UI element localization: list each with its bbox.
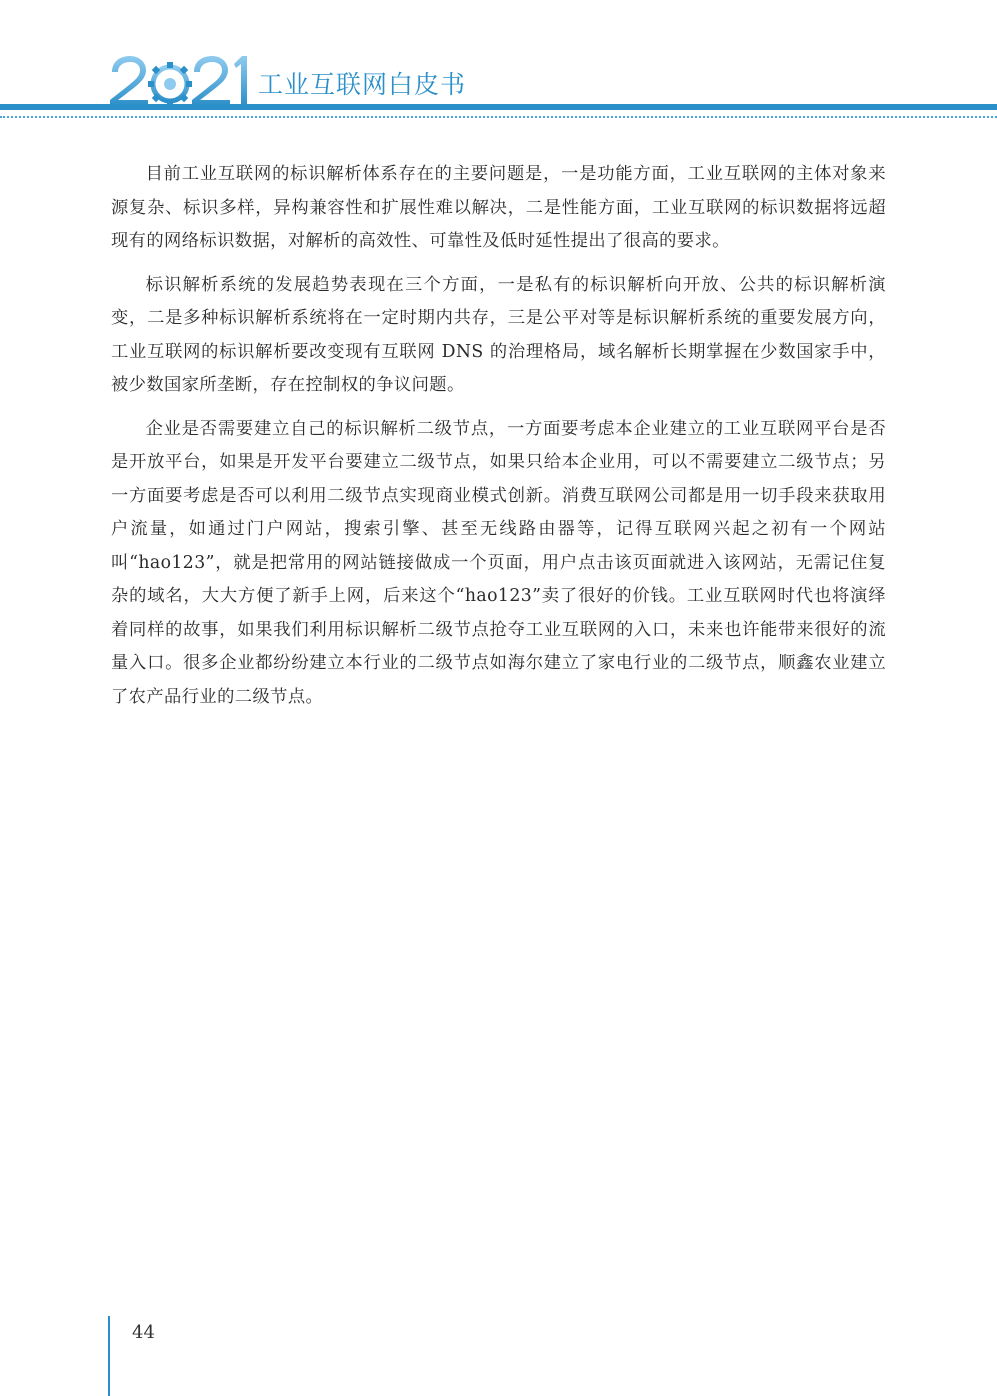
- document-title: 工业互联网白皮书: [258, 70, 467, 99]
- page-header: [0, 0, 997, 125]
- paragraph: 企业是否需要建立自己的标识解析二级节点，一方面要考虑本企业建立的工业互联网平台是否是开放平台，如果是开发平台要建立二级节点，如果只给本企业用，可以不需要建立二级节点；另一方面要考虑是否可以利用二级节点实现商业模式创新。消费互联网公司都是用一切手段来获取用户流量，如通过门户网站，搜索引擎、甚至无线路由器等，记得互联网兴起之初有一个网站叫“hao123”，就是把常用的网站链接做成一个页面，用户点击该页面就进入该网站，无需记住复杂的域名，大大方便了新手上网，后来这个“hao123”卖了很好的价钱。工业互联网时代也将演绎着同样的故事，如果我们利用标识解析二级节点抢夺工业互联网的入口，未来也许能带来很好的流量入口。很多企业都纷纷建立本行业的二级节点如海尔建立了家电行业的二级节点，顺鑫农业建立了农产品行业的二级节点。: [111, 418, 886, 707]
- paragraph: 标识解析系统的发展趋势表现在三个方面，一是私有的标识解析向开放、公共的标识解析演变，二是多种标识解析系统将在一定时期内共存，三是公平对等是标识解析系统的重要发展方向，工业互联网的标识解析要改变现有互联网 DNS 的治理格局，域名解析长期掌握在少数国家手中，被少数国家所垄断，存在控制权的争议问题。: [111, 274, 886, 395]
- year-logo: [108, 50, 248, 110]
- year-logo-graphic: [108, 50, 248, 110]
- page-number: 44: [132, 1322, 155, 1343]
- footer-vertical-rule: [108, 1316, 110, 1396]
- header-divider-bar: [0, 104, 997, 110]
- header-dotted-rule: [0, 116, 997, 118]
- paragraph: 目前工业互联网的标识解析体系存在的主要问题是，一是功能方面，工业互联网的主体对象来源复杂、标识多样，异构兼容性和扩展性难以解决，二是性能方面，工业互联网的标识数据将远超现有的网络标识数据，对解析的高效性、可靠性及低时延性提出了很高的要求。: [111, 164, 886, 251]
- gear-icon: [148, 62, 192, 106]
- body-text: [111, 158, 886, 724]
